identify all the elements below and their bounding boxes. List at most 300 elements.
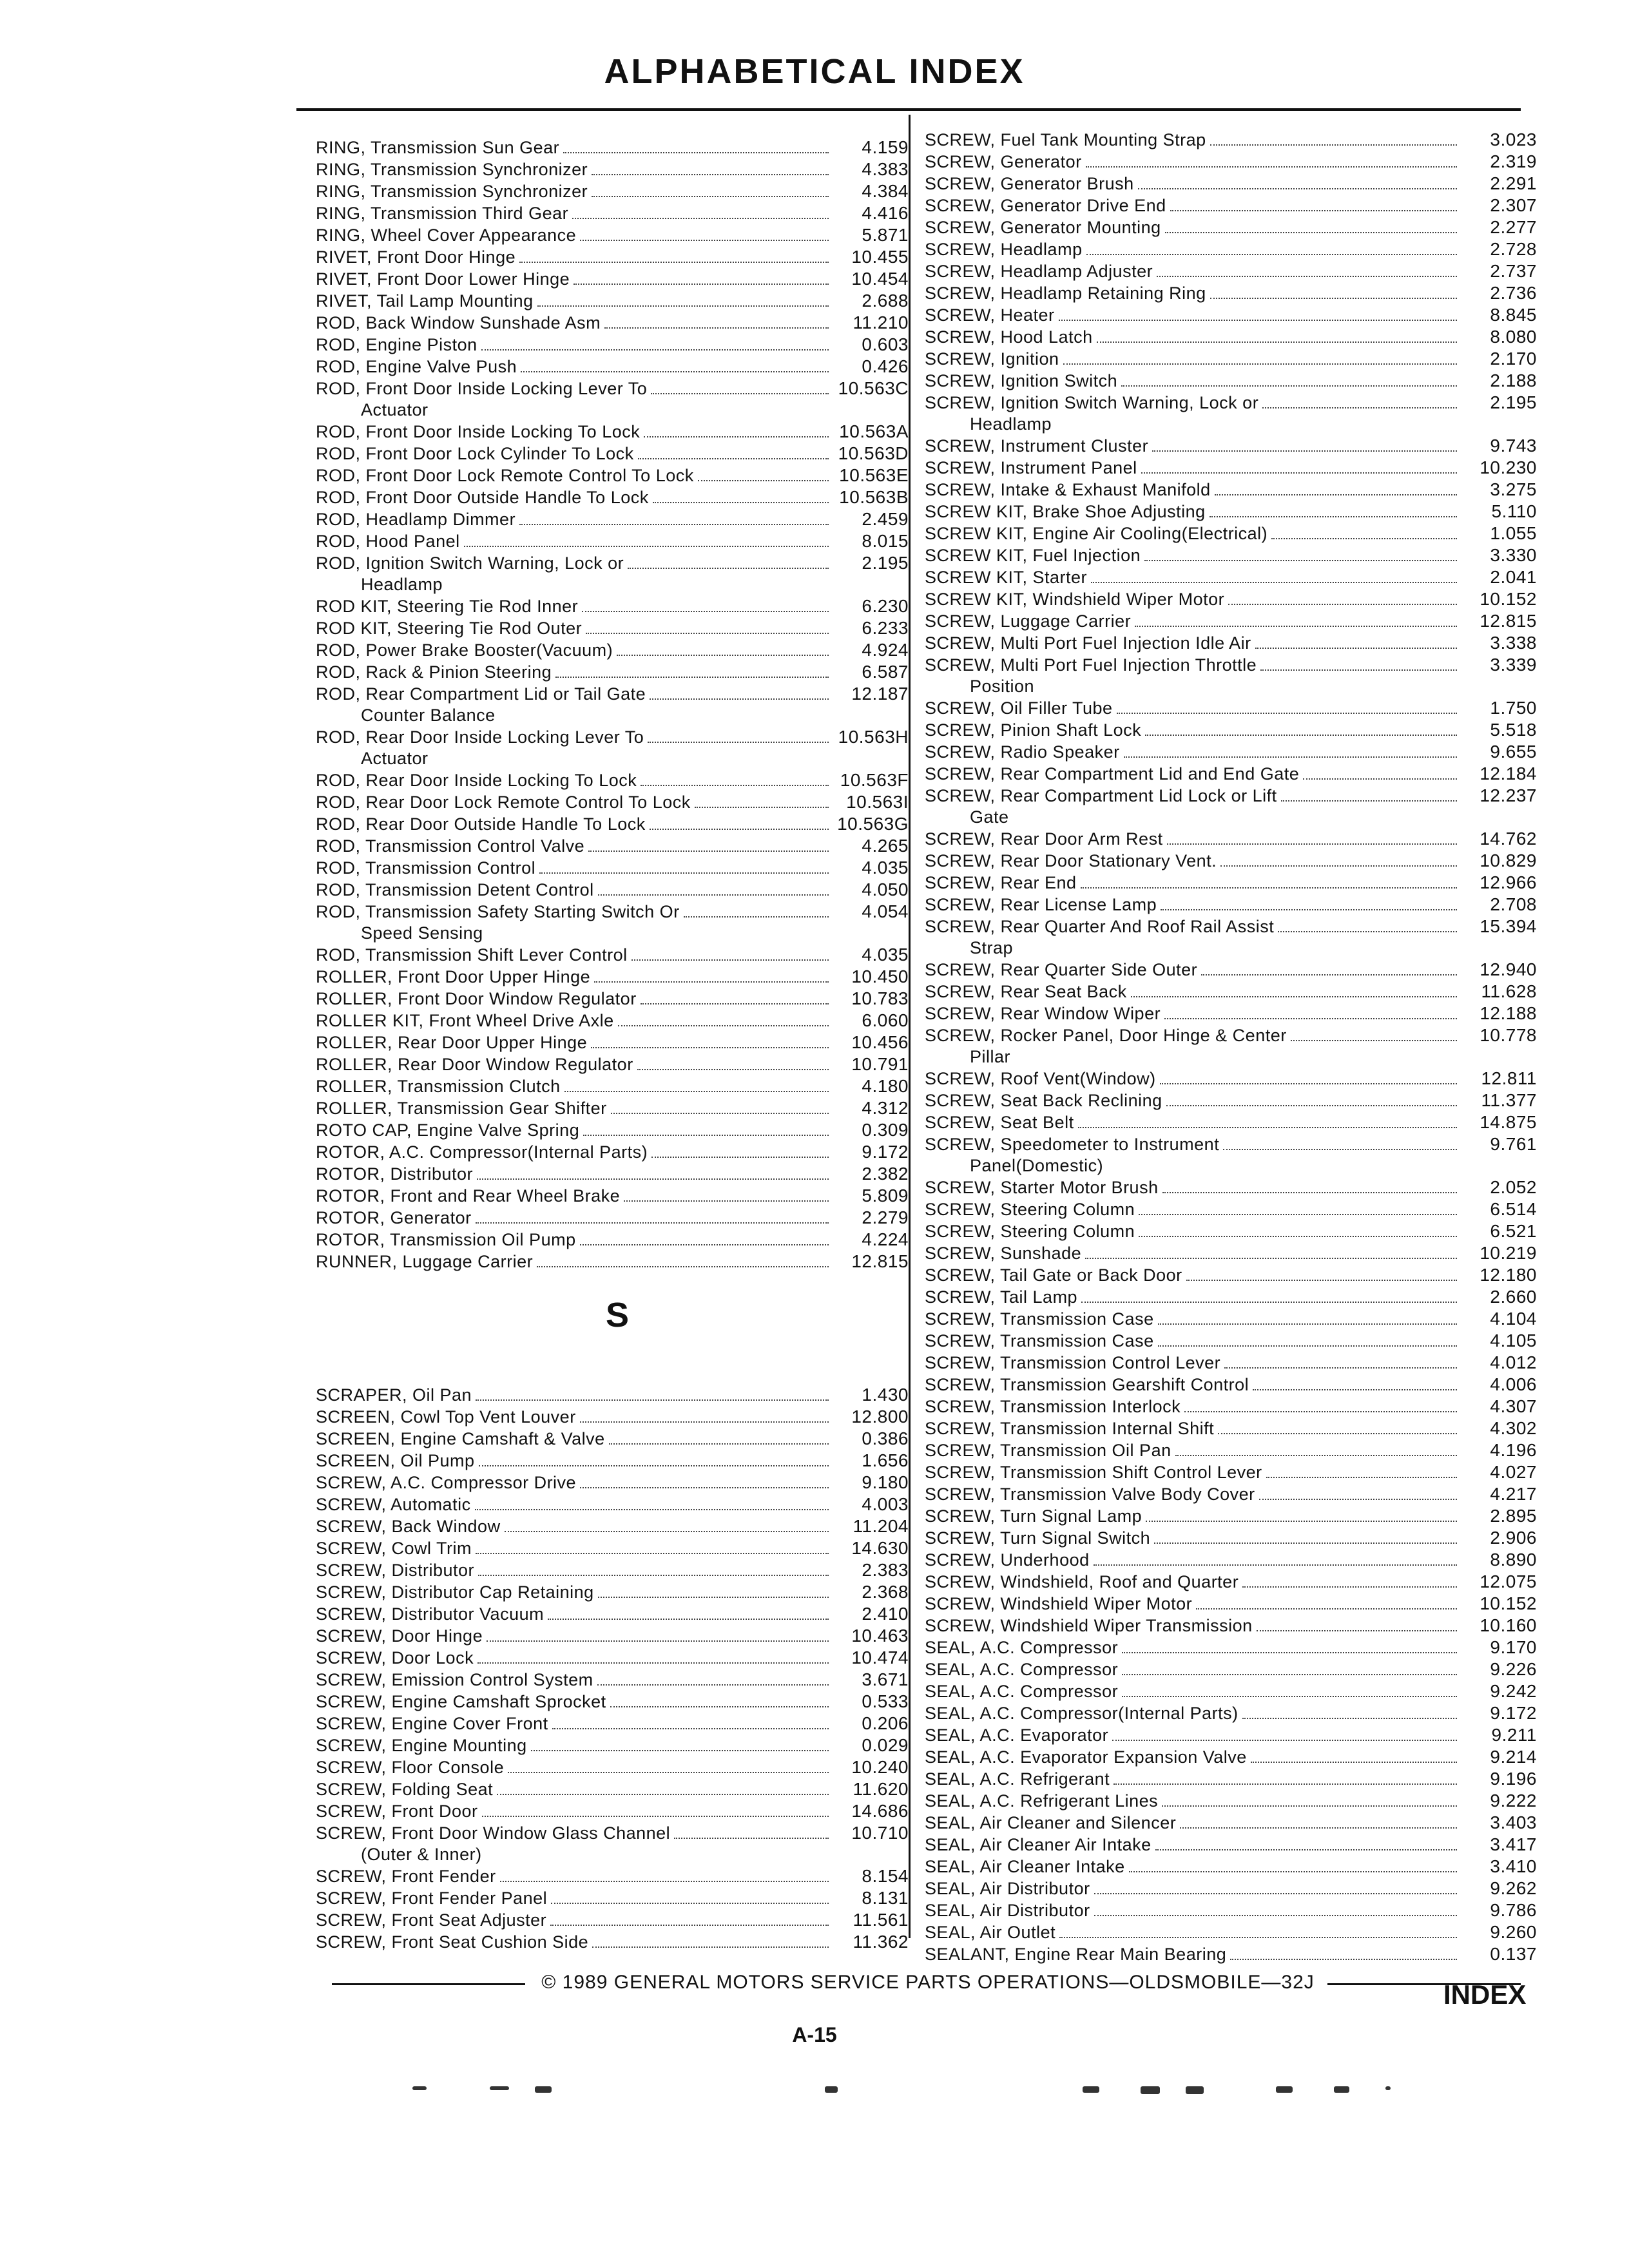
index-entry — [925, 1461, 1537, 1483]
index-entry-label-text: SCREW, Headlamp Retaining Ring — [925, 284, 1206, 303]
index-entry-page-ref: 10.240 — [851, 1757, 909, 1777]
dot-leader — [598, 1597, 829, 1598]
index-entry-label — [925, 1856, 1125, 1878]
index-entry-label-text: ROD, Rack & Pinion Steering — [316, 662, 552, 682]
index-entry-page-ref: 10.152 — [1480, 589, 1537, 609]
index-entry-label-text: ROD, Rear Compartment Lid or Tail Gate — [316, 684, 646, 704]
dot-leader — [1094, 1893, 1457, 1894]
index-entry — [316, 508, 909, 530]
index-entry-label — [925, 1812, 1176, 1834]
index-entry-label — [925, 261, 1153, 282]
index-entry — [316, 617, 909, 639]
index-entry-label-text: SEAL, A.C. Compressor — [925, 1682, 1119, 1701]
index-entry-label-text: RIVET, Front Door Hinge — [316, 247, 516, 267]
index-entry-label — [316, 181, 588, 202]
index-entry-label-text: SCREW, Front Seat Cushion Side — [316, 1932, 589, 1952]
index-entry-label-text: SCREW, Multi Port Fuel Injection Idle Air — [925, 633, 1251, 653]
index-entry-label-text: ROLLER, Rear Door Upper Hinge — [316, 1033, 588, 1052]
index-entry — [925, 981, 1537, 1003]
index-entry-label — [925, 239, 1083, 260]
index-entry-label-text: ROD, Rear Door Lock Remote Control To Lock — [316, 793, 691, 812]
index-entry-label — [925, 1593, 1192, 1615]
scan-mark — [1276, 2086, 1293, 2093]
index-entry — [925, 872, 1537, 894]
index-entry-label-text: SEAL, A.C. Compressor(Internal Parts) — [925, 1704, 1239, 1723]
dot-leader — [586, 633, 829, 634]
right-column — [925, 129, 1537, 1965]
index-entry — [925, 1133, 1537, 1177]
dot-leader — [1059, 320, 1457, 321]
index-entry-page-ref: 2.279 — [862, 1207, 909, 1227]
index-entry-label — [925, 501, 1206, 523]
index-entry-label — [925, 436, 1148, 457]
index-entry-page-ref: 6.587 — [862, 662, 909, 682]
index-entry-page-ref: 2.382 — [862, 1164, 909, 1184]
index-entry-page-ref: 12.811 — [1481, 1068, 1537, 1088]
index-entry-page-ref: 2.195 — [862, 553, 909, 573]
index-entry-label-continuation: Counter Balance — [361, 706, 496, 725]
index-entry-label-text: SCREW, Rear License Lamp — [925, 895, 1157, 914]
dot-leader — [531, 1750, 829, 1751]
index-entry-label — [316, 1516, 501, 1537]
index-entry-page-ref: 9.172 — [1490, 1703, 1537, 1723]
index-entry-label-text: SCREW, Rear Compartment Lid and End Gate — [925, 764, 1300, 783]
dot-leader — [1184, 1411, 1457, 1412]
index-entry-page-ref: 4.003 — [862, 1494, 909, 1514]
index-entry-label-text: RUNNER, Luggage Carrier — [316, 1252, 534, 1271]
dot-leader — [1218, 1433, 1457, 1434]
index-entry-label — [316, 137, 559, 159]
dot-leader — [653, 502, 829, 503]
index-entry-page-ref: 8.080 — [1490, 327, 1537, 347]
dot-leader — [592, 174, 829, 175]
index-entry-label — [316, 509, 516, 530]
index-entry-label — [316, 1713, 548, 1735]
dot-leader — [628, 568, 829, 569]
dot-leader — [644, 436, 829, 437]
index-entry-page-ref: 10.563F — [840, 770, 909, 790]
dot-leader — [1117, 713, 1457, 714]
index-entry-label-text: SCREW, Starter Motor Brush — [925, 1178, 1159, 1197]
dot-leader — [1215, 494, 1457, 495]
index-entry-label-text: SEAL, Air Cleaner Intake — [925, 1857, 1125, 1876]
dot-leader — [1223, 1149, 1457, 1150]
index-entry-label-text: SCREW, Transmission Oil Pan — [925, 1441, 1171, 1460]
index-entry-label — [316, 1823, 670, 1865]
index-entry-label — [925, 523, 1268, 544]
index-entry-page-ref: 4.924 — [862, 640, 909, 660]
index-entry — [316, 334, 909, 356]
index-entry-label-text: RIVET, Tail Lamp Mounting — [316, 291, 534, 311]
index-entry — [316, 1865, 909, 1887]
index-entry — [316, 661, 909, 683]
index-entry-label — [925, 829, 1163, 850]
dot-leader — [1158, 1345, 1457, 1347]
index-entry-page-ref: 2.660 — [1490, 1287, 1537, 1307]
index-entry-page-ref: 2.319 — [1490, 151, 1537, 171]
index-entry-page-ref: 2.277 — [1490, 217, 1537, 237]
index-entry-page-ref: 4.196 — [1490, 1440, 1537, 1460]
index-entry-label — [316, 1142, 648, 1163]
index-entry-label-text: SCREW, Rear Compartment Lid Lock or Lift — [925, 786, 1277, 805]
index-entry-page-ref: 4.105 — [1490, 1331, 1537, 1350]
index-entry-label-text: SCREW, Floor Console — [316, 1758, 505, 1777]
index-entry — [316, 1207, 909, 1229]
index-entry-label-text: ROD, Transmission Detent Control — [316, 880, 594, 899]
index-entry — [316, 1141, 909, 1163]
index-entry — [316, 1778, 909, 1800]
index-entry-page-ref: 4.050 — [862, 879, 909, 899]
dot-leader — [1097, 341, 1457, 343]
index-entry-page-ref: 10.778 — [1480, 1025, 1537, 1045]
index-entry-label — [925, 959, 1197, 981]
index-entry-label-text: SCREW, Multi Port Fuel Injection Throttle — [925, 655, 1257, 675]
index-entry-page-ref: 4.416 — [862, 203, 909, 223]
dot-leader — [1152, 450, 1457, 452]
index-entry-label-text: SCREW, Windshield, Roof and Quarter — [925, 1572, 1239, 1591]
index-entry-label — [316, 1801, 478, 1822]
dot-leader — [1162, 1805, 1457, 1807]
index-entry-label-text: SCREW, Engine Mounting — [316, 1736, 527, 1755]
dot-leader — [1242, 1718, 1457, 1719]
index-entry — [316, 813, 909, 835]
dot-leader — [1242, 1586, 1457, 1588]
index-entry — [925, 1483, 1537, 1505]
index-entry-page-ref: 12.237 — [1480, 785, 1537, 805]
index-entry-label-text: SCREW, Rear Window Wiper — [925, 1004, 1161, 1023]
index-entry-page-ref: 10.454 — [851, 269, 909, 289]
dot-leader — [487, 1640, 829, 1642]
index-entry — [316, 769, 909, 791]
index-entry-label — [316, 1120, 579, 1141]
index-entry-label-text: ROD, Hood Panel — [316, 532, 460, 551]
dot-leader — [1259, 1499, 1457, 1500]
index-entry-label-text: SCREW, Ignition Switch Warning, Lock or — [925, 393, 1259, 412]
index-entry — [316, 378, 909, 421]
index-entry-label — [316, 465, 694, 486]
index-entry-label-text: SCREW, Door Lock — [316, 1648, 474, 1667]
index-entry — [316, 1053, 909, 1075]
index-entry-label-text: SCREW, Turn Signal Lamp — [925, 1506, 1142, 1526]
index-entry — [925, 1439, 1537, 1461]
index-entry — [925, 195, 1537, 216]
index-entry-page-ref: 10.456 — [851, 1032, 909, 1052]
dot-leader — [580, 1487, 829, 1488]
index-entry-label — [316, 1691, 606, 1713]
index-entry — [925, 1024, 1537, 1068]
index-entry-label — [316, 1164, 473, 1185]
index-entry-label — [316, 792, 691, 813]
index-entry-label — [316, 1032, 587, 1053]
index-entry-page-ref: 8.890 — [1490, 1550, 1537, 1570]
index-entry-label — [925, 633, 1251, 654]
dot-leader — [1138, 188, 1457, 189]
index-entry-page-ref: 2.459 — [862, 509, 909, 529]
dot-leader — [505, 1531, 829, 1532]
index-entry — [925, 1899, 1537, 1921]
dot-leader — [1262, 407, 1457, 408]
index-entry — [925, 1790, 1537, 1812]
page-title: ALPHABETICAL INDEX — [604, 52, 1025, 91]
index-entry-label — [925, 1112, 1074, 1133]
index-entry-label-text: SCREW, Engine Cover Front — [316, 1714, 548, 1733]
index-entry-label-text: SCREW, Transmission Case — [925, 1331, 1154, 1350]
index-entry-label — [316, 1207, 472, 1229]
index-entry-label-continuation: Actuator — [361, 749, 429, 768]
index-entry-page-ref: 4.006 — [1490, 1374, 1537, 1394]
index-entry — [925, 566, 1537, 588]
index-entry — [925, 1943, 1537, 1965]
index-entry — [316, 988, 909, 1010]
dot-leader — [650, 698, 829, 700]
index-entry-label — [316, 640, 613, 661]
index-entry-label-text: SCREW, Front Door — [316, 1802, 478, 1821]
index-entry — [925, 588, 1537, 610]
index-entry-label-text: SCREW, Transmission Internal Shift — [925, 1419, 1215, 1438]
index-entry — [925, 1111, 1537, 1133]
index-entry-label-text: SCREEN, Oil Pump — [316, 1451, 475, 1470]
scan-mark — [1186, 2086, 1204, 2094]
dot-leader — [650, 829, 829, 830]
index-entry-label-text: ROD, Front Door Inside Locking To Lock — [316, 422, 641, 441]
dot-leader — [1158, 1323, 1457, 1325]
index-entry — [316, 1472, 909, 1494]
dot-leader — [598, 894, 829, 896]
index-entry — [925, 741, 1537, 763]
index-entry-label — [316, 901, 680, 944]
index-entry-label — [316, 1251, 533, 1273]
index-entry — [316, 356, 909, 378]
index-entry — [925, 850, 1537, 872]
dot-leader — [638, 458, 829, 459]
index-entry-label-text: SCREW, Back Window — [316, 1517, 501, 1536]
index-entry — [316, 1119, 909, 1141]
index-entry-label — [316, 1779, 493, 1800]
index-entry-page-ref: 12.815 — [1480, 611, 1537, 631]
dot-leader — [519, 262, 829, 263]
dot-leader — [1251, 1762, 1457, 1763]
index-entry-label-text: SEALANT, Engine Rear Main Bearing — [925, 1945, 1227, 1964]
index-entry — [925, 1680, 1537, 1702]
index-entry-page-ref: 11.628 — [1481, 981, 1537, 1001]
index-entry-label-text: SCREW, Rear Quarter And Roof Rail Assist — [925, 917, 1275, 936]
index-entry-page-ref: 10.563E — [839, 465, 909, 485]
index-entry — [925, 282, 1537, 304]
index-entry-label — [925, 283, 1206, 304]
index-entry-label — [316, 1538, 472, 1559]
dot-leader — [1210, 144, 1457, 146]
index-entry-page-ref: 15.394 — [1480, 916, 1537, 936]
index-entry-label-text: SCREW, Distributor — [316, 1561, 475, 1580]
index-entry-label — [316, 1472, 576, 1494]
index-entry-page-ref: 5.518 — [1490, 720, 1537, 740]
index-entry-label-text: ROLLER, Rear Door Window Regulator — [316, 1055, 633, 1074]
index-entry-page-ref: 10.783 — [851, 988, 909, 1008]
index-entry-label-text: SCREW, Tail Gate or Back Door — [925, 1265, 1182, 1285]
index-entry-page-ref: 1.750 — [1490, 698, 1537, 718]
index-entry-label — [316, 879, 594, 901]
index-entry-page-ref: 1.055 — [1490, 523, 1537, 543]
scan-mark — [535, 2086, 552, 2093]
index-entry-label — [925, 1550, 1090, 1571]
index-entry-label-text: ROLLER, Front Door Upper Hinge — [316, 967, 591, 986]
dot-leader — [591, 1047, 829, 1048]
index-entry-page-ref: 8.845 — [1490, 305, 1537, 325]
dot-leader — [572, 218, 829, 219]
index-entry — [316, 1756, 909, 1778]
scan-mark — [490, 2086, 509, 2090]
index-entry-label-text: SCREW, Radio Speaker — [925, 742, 1120, 762]
index-entry-label — [925, 1528, 1150, 1549]
index-entry — [925, 1571, 1537, 1593]
index-entry-label — [925, 850, 1217, 872]
index-entry-label-text: ROD, Transmission Control — [316, 858, 536, 878]
index-entry-label-text: SCREW, Front Fender Panel — [316, 1888, 548, 1908]
dot-leader — [1253, 1389, 1457, 1390]
index-entry — [316, 1800, 909, 1822]
dot-leader — [1201, 974, 1457, 975]
index-entry — [316, 1735, 909, 1756]
index-entry — [925, 1505, 1537, 1527]
dot-leader — [588, 850, 829, 852]
index-entry — [316, 246, 909, 268]
dot-leader — [651, 393, 829, 394]
index-entry — [316, 1251, 909, 1273]
dot-leader — [1186, 1280, 1457, 1281]
index-entry-page-ref: 4.383 — [862, 159, 909, 179]
index-entry-label — [316, 1910, 546, 1931]
dot-leader — [479, 1465, 829, 1466]
index-entry-page-ref: 1.430 — [862, 1385, 909, 1405]
index-entry-page-ref: 12.075 — [1480, 1571, 1537, 1591]
dot-leader — [481, 349, 829, 351]
index-entry-page-ref: 12.800 — [851, 1407, 909, 1427]
index-entry-label — [316, 1385, 472, 1406]
index-entry-label-text: SCREW KIT, Windshield Wiper Motor — [925, 590, 1225, 609]
index-entry-page-ref: 6.233 — [862, 618, 909, 638]
index-entry — [316, 1384, 909, 1406]
dot-leader — [618, 1025, 829, 1026]
index-entry-label — [925, 1331, 1154, 1352]
index-entry-label-text: SCREW, Front Door Window Glass Channel — [316, 1823, 671, 1843]
dot-leader — [564, 1091, 829, 1092]
dot-leader — [1086, 166, 1457, 168]
dot-leader — [604, 327, 829, 329]
index-entry — [316, 465, 909, 486]
index-entry — [316, 1229, 909, 1251]
index-entry-page-ref: 9.180 — [862, 1472, 909, 1492]
index-entry-label-text: SCREW, Seat Belt — [925, 1113, 1074, 1132]
index-entry — [925, 544, 1537, 566]
dot-leader — [648, 742, 829, 743]
index-entry-label — [316, 1428, 605, 1450]
index-entry — [925, 260, 1537, 282]
index-entry-label — [316, 378, 647, 421]
index-entry — [925, 1352, 1537, 1374]
index-entry-page-ref: 10.829 — [1480, 850, 1537, 870]
index-entry-page-ref: 11.561 — [853, 1910, 909, 1930]
index-entry-page-ref: 5.809 — [862, 1186, 909, 1206]
index-entry — [316, 224, 909, 246]
index-entry-page-ref: 0.603 — [862, 334, 909, 354]
dot-leader — [1224, 1367, 1457, 1369]
index-entry-label — [925, 1287, 1077, 1308]
index-entry — [925, 238, 1537, 260]
index-entry-label — [925, 130, 1206, 151]
scan-mark — [1334, 2086, 1349, 2093]
index-entry-page-ref: 2.188 — [1490, 370, 1537, 390]
index-entry-page-ref: 6.521 — [1490, 1221, 1537, 1241]
index-entry-page-ref: 10.563B — [839, 487, 909, 507]
index-entry — [316, 791, 909, 813]
index-entry-label-text: ROD, Headlamp Dimmer — [316, 510, 516, 529]
index-entry-page-ref: 2.307 — [1490, 195, 1537, 215]
dot-leader — [1122, 1696, 1457, 1697]
index-entry — [925, 1396, 1537, 1418]
index-entry-page-ref: 2.410 — [862, 1604, 909, 1624]
dot-leader — [610, 1706, 829, 1707]
index-entry-page-ref: 9.786 — [1490, 1900, 1537, 1920]
index-entry-page-ref: 5.871 — [862, 225, 909, 245]
index-entry-page-ref: 2.736 — [1490, 283, 1537, 303]
index-entry-label-text: SCREW, Windshield Wiper Motor — [925, 1594, 1193, 1613]
dot-leader — [477, 1662, 829, 1664]
index-entry-page-ref: 0.386 — [862, 1428, 909, 1448]
index-entry-label-text: SCREW, Headlamp Adjuster — [925, 262, 1153, 281]
dot-leader — [548, 1619, 829, 1620]
dot-leader — [592, 196, 829, 197]
dot-leader — [1122, 1652, 1457, 1653]
index-entry-label-text: SCREW, Tail Lamp — [925, 1287, 1078, 1307]
index-entry-label-text: ROD, Front Door Lock Remote Control To Lock — [316, 466, 694, 485]
index-entry-page-ref: 12.966 — [1480, 872, 1537, 892]
dot-leader — [1161, 909, 1457, 910]
index-entry — [316, 1450, 909, 1472]
dot-leader — [594, 981, 829, 983]
dot-leader — [1085, 1258, 1457, 1259]
index-entry-label — [316, 1010, 614, 1032]
index-entry-page-ref: 3.330 — [1490, 545, 1537, 565]
index-entry-page-ref: 1.656 — [862, 1450, 909, 1470]
index-entry-label-text: SCREW, Speedometer to Instrument — [925, 1135, 1220, 1154]
index-entry-label — [925, 1769, 1110, 1790]
dot-leader — [1094, 1915, 1457, 1916]
index-entry — [316, 1581, 909, 1603]
index-entry — [316, 290, 909, 312]
index-entry — [925, 1878, 1537, 1899]
index-entry-label-text: ROD KIT, Steering Tie Rod Outer — [316, 619, 583, 638]
index-entry-label — [316, 966, 590, 988]
index-entry-page-ref: 4.217 — [1490, 1484, 1537, 1504]
index-entry-label-text: RING, Wheel Cover Appearance — [316, 226, 577, 245]
index-entry-label-text: SCREW, Underhood — [925, 1550, 1090, 1570]
index-entry-label — [316, 1098, 607, 1119]
index-entry-label-text: ROTOR, Front and Rear Wheel Brake — [316, 1186, 621, 1206]
index-entry — [925, 1198, 1537, 1220]
index-entry-page-ref: 4.104 — [1490, 1309, 1537, 1329]
index-entry-label-text: SCREW, Steering Column — [925, 1200, 1135, 1219]
index-entry-label-text: SCREW, Rocker Panel, Door Hinge & Center — [925, 1026, 1287, 1045]
index-entry-label-text: ROD, Engine Piston — [316, 335, 477, 354]
index-entry-page-ref: 11.204 — [853, 1516, 909, 1536]
index-entry-page-ref: 12.180 — [1480, 1265, 1537, 1285]
index-entry — [316, 1647, 909, 1669]
dot-leader — [476, 1399, 829, 1401]
index-entry — [925, 479, 1537, 501]
index-entry — [316, 879, 909, 901]
index-entry-label — [316, 269, 570, 290]
dot-leader — [641, 785, 829, 786]
